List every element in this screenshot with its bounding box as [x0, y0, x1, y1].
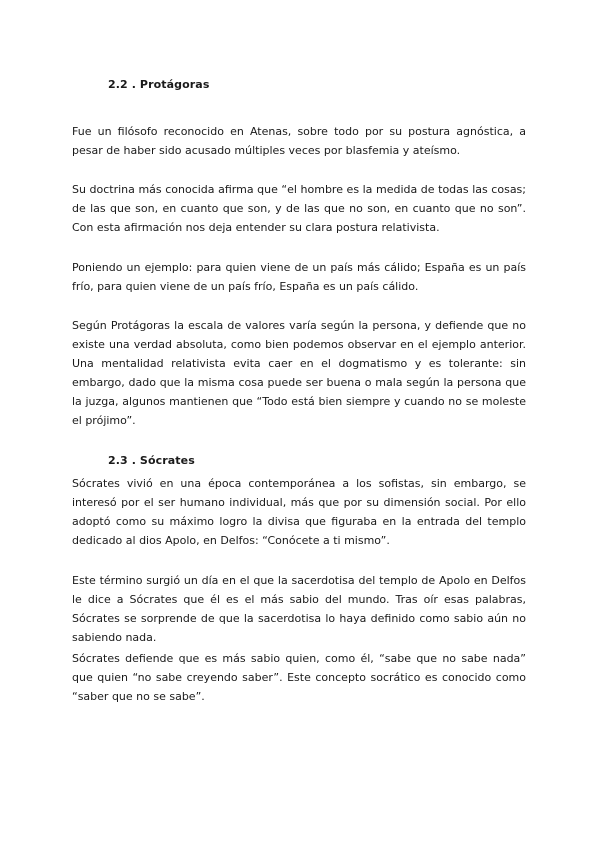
heading-protagoras: 2.2 . Protágoras: [108, 78, 210, 91]
paragraph-protagoras-intro: Fue un filósofo reconocido en Atenas, sobre todo por su postura agnóstica, a pesar de haber sido acusado múltiples veces por blasfemia y ateísmo.: [72, 125, 526, 157]
document-page: [72, 0, 526, 848]
paragraph-socrates-intro: Sócrates vivió en una época contemporánea a los sofistas, sin embargo, se interesó por el ser humano individual, más que por su dimensión social. Por ello adoptó como su máximo logro la divisa que figuraba en la entrada del templo dedicado al dios Apolo, en Delfos: “Conócete a ti mismo”.: [72, 477, 526, 547]
paragraph-socrates-wisdom: Sócrates defiende que es más sabio quien, como él, “sabe que no sabe nada” que quien “no sabe creyendo saber”. Este concepto socrático es conocido como “saber que no se sabe”.: [72, 652, 526, 703]
paragraph-socrates-temple: Este término surgió un día en el que la sacerdotisa del templo de Apolo en Delfos le dice a Sócrates que él es el más sabio del mundo. Tras oír esas palabras, Sócrates se sorprende de que la sacerdotisa lo haya definido como sabio aún no sabiendo nada.: [72, 574, 526, 644]
paragraph-protagoras-values: Según Protágoras la escala de valores varía según la persona, y defiende que no existe una verdad absoluta, como bien podemos observar en el ejemplo anterior. Una mentalidad relativista evita caer en el dogmatismo y es tolerante: sin embargo, dado que la misma cosa puede ser buena o mala según la persona que la juzga, algunos mantienen que “Todo está bien siempre y cuando no se moleste el prójimo”.: [72, 319, 526, 427]
heading-socrates: 2.3 . Sócrates: [108, 454, 195, 467]
paragraph-protagoras-doctrine: Su doctrina más conocida afirma que “el hombre es la medida de todas las cosas; de las que son, en cuanto que son, y de las que no son, en cuanto que no son”. Con esta afirmación nos deja entender su clara postura relativista.: [72, 183, 526, 234]
paragraph-protagoras-example: Poniendo un ejemplo: para quien viene de un país más cálido; España es un país frío, para quien viene de un país frío, España es un país cálido.: [72, 261, 526, 293]
